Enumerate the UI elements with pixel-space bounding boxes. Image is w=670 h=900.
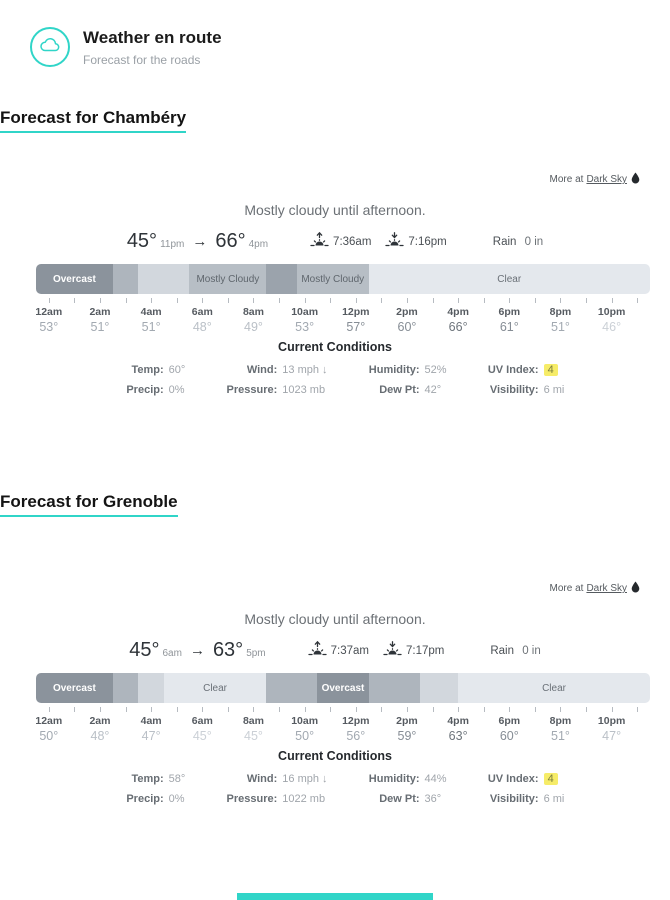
app-title: Weather en route [83,27,222,47]
temp-row [0,230,670,253]
hour-tick [305,707,306,712]
hour-tick [126,707,127,712]
rain-value: 0 in [522,644,541,657]
hour-column [35,306,62,334]
condition-segment [138,264,189,294]
hour-temp: 49° [243,320,263,334]
condition-item [106,769,186,788]
condition-bar [36,673,650,703]
condition-segment: Clear [369,264,650,294]
condition-segment: Overcast [36,264,113,294]
hour-tick [126,298,127,303]
hour-temp: 51° [90,320,110,334]
rain-summary [490,645,540,657]
condition-item [106,380,186,399]
hour-temp: 59° [397,729,417,743]
hour-label: 2pm [396,306,418,318]
hour-label: 4pm [447,306,469,318]
condition-segment [113,264,139,294]
condition-value: 58° [168,772,186,785]
condition-segment [266,673,317,703]
attribution [550,581,640,596]
hour-tick [228,707,229,712]
hour-column [498,306,520,334]
condition-value: 16 mph ↓ [282,772,328,785]
sunset-time: 7:16pm [408,235,447,248]
hour-tick [151,707,152,712]
condition-item [362,769,447,788]
high-time: 5pm [246,648,266,659]
hour-tick [202,298,203,303]
condition-segment [420,673,458,703]
droplet-icon [631,581,640,596]
condition-value: 44% [424,772,447,785]
dark-sky-link[interactable]: Dark Sky [586,583,627,594]
condition-segment: Clear [164,673,266,703]
condition-item [106,789,186,808]
right-arrow-icon: → [189,642,205,659]
hour-tick [381,707,382,712]
forecast-section [0,492,670,805]
hour-tick [100,298,101,303]
low-temp: 45° [129,639,160,661]
hour-temp: 47° [141,729,161,743]
condition-label: Wind: [246,772,278,785]
hour-tick [433,707,434,712]
condition-label: Pressure: [226,383,278,396]
sunrise-time: 7:37am [330,644,369,657]
sunrise-time: 7:36am [333,235,372,248]
hour-column [498,715,520,743]
hour-column [550,715,572,743]
hour-label: 8pm [549,715,572,727]
hour-label: 6am [191,306,213,318]
hour-temp: 56° [346,729,366,743]
condition-item [481,789,565,808]
hour-tick [279,707,280,712]
hour-tick [330,707,331,712]
hour-tick [330,298,331,303]
uv-index-value: 4 [544,773,558,785]
rain-label: Rain [492,235,517,248]
hour-label: 4am [140,306,162,318]
hour-tick [637,298,638,303]
hour-temp: 45° [192,729,212,743]
hour-column [192,306,213,334]
condition-segment [266,264,297,294]
hour-tick [74,298,75,303]
app-header [30,27,222,67]
right-arrow-icon: → [192,233,208,250]
hour-tick [407,707,408,712]
hour-temp: 51° [551,729,570,743]
hour-temp: 63° [448,729,468,743]
sunset-icon [383,640,402,662]
condition-value: 36° [424,792,442,805]
hour-column [35,715,62,743]
condition-label: Dew Pt: [379,792,420,805]
condition-label: Temp: [131,772,164,785]
hour-tick [100,707,101,712]
hour-tick [177,298,178,303]
dark-sky-link[interactable]: Dark Sky [586,174,627,185]
hour-tick [637,707,638,712]
condition-value: 0% [168,792,185,805]
hour-temp: 61° [499,320,519,334]
hour-tick [612,298,613,303]
condition-label: Humidity: [368,363,420,376]
hour-temp: 51° [141,320,161,334]
low-time: 11pm [160,239,185,250]
hour-tick [535,298,536,303]
condition-value: 6 mi [543,792,565,805]
hour-tick [356,298,357,303]
condition-item [362,380,447,399]
more-at-text: More at [549,583,584,594]
temp-row [0,639,670,662]
cloud-icon [39,36,61,59]
condition-value: 13 mph ↓ [282,363,328,376]
condition-item [481,360,565,379]
hour-tick [74,707,75,712]
hour-tick [484,707,485,712]
sunrise-icon [308,640,327,662]
condition-item [362,360,447,379]
hour-label: 12am [35,715,63,727]
hour-label: 10am [291,306,319,318]
more-at-text: More at [549,174,584,185]
hour-column [89,306,110,334]
high-temp: 63° [212,639,244,661]
hour-tick [49,707,50,712]
condition-label: UV Index: [487,363,539,376]
hour-tick [381,298,382,303]
droplet-icon [631,172,640,187]
hour-column [291,715,318,743]
hour-column [243,306,264,334]
hour-tick [586,298,587,303]
high-time: 4pm [248,239,269,250]
hour-tick [586,707,587,712]
condition-segment: Mostly Cloudy [189,264,266,294]
summary-text: Mostly cloudy until afternoon. [244,202,426,218]
hour-temp: 66° [448,320,468,334]
hour-temp: 48° [192,320,212,334]
hour-column [550,306,572,334]
uv-index-value: 4 [544,364,558,376]
hour-column [342,306,369,334]
hour-column [396,715,418,743]
hour-temp: 45° [243,729,263,743]
app-subtitle: Forecast for the roads [83,52,201,67]
condition-label: Wind: [246,363,278,376]
section-title: Forecast for Chambéry [0,108,186,133]
hour-column [192,715,213,743]
hour-temp: 53° [39,320,59,334]
hourly-strip [36,707,650,753]
hour-tick [560,707,561,712]
hour-label: 6am [191,715,213,727]
hour-tick [279,298,280,303]
condition-label: Precip: [126,383,164,396]
hour-tick [253,298,254,303]
hour-label: 10am [291,715,319,727]
hour-label: 12am [35,306,63,318]
hour-column [447,306,469,334]
condition-value: 60° [168,363,186,376]
condition-label: Visibility: [489,792,539,805]
hour-label: 10pm [597,306,626,318]
hour-tick [305,298,306,303]
hour-tick [458,298,459,303]
summary-text: Mostly cloudy until afternoon. [244,611,426,627]
high-temp: 66° [215,230,246,252]
condition-item [219,360,327,379]
condition-value: 6 mi [543,383,565,396]
condition-label: Humidity: [368,772,420,785]
hour-label: 6pm [498,306,521,318]
condition-value: 0% [168,383,185,396]
hour-column [141,715,162,743]
hour-column [89,715,110,743]
condition-label: Pressure: [226,792,278,805]
hour-tick [560,298,561,303]
hour-tick [458,707,459,712]
condition-item [481,380,565,399]
condition-label: Dew Pt: [379,383,420,396]
hour-temp: 48° [90,729,110,743]
hour-column [396,306,418,334]
hour-label: 10pm [597,715,626,727]
hour-label: 8am [242,306,264,318]
hour-label: 4am [140,715,162,727]
hour-column [342,715,369,743]
hour-tick [49,298,50,303]
condition-item [106,360,186,379]
condition-segment [113,673,139,703]
hour-label: 6pm [498,715,521,727]
hour-tick [356,707,357,712]
sunset-time: 7:17pm [406,644,445,657]
rain-value: 0 in [524,235,544,248]
current-conditions-title: Current Conditions [278,749,392,763]
hour-tick [253,707,254,712]
hour-label: 8pm [549,306,572,318]
hour-temp: 60° [499,729,519,743]
hour-tick [151,298,152,303]
hour-temp: 50° [295,729,315,743]
condition-segment: Clear [458,673,650,703]
condition-item [481,769,565,788]
hour-temp: 51° [551,320,570,334]
hour-label: 2am [89,715,111,727]
hour-temp: 47° [602,729,622,743]
hour-tick [407,298,408,303]
hour-column [447,715,469,743]
hour-tick [177,707,178,712]
forecast-section [0,108,670,396]
hourly-strip [36,298,650,344]
hour-tick [202,707,203,712]
hour-tick [228,298,229,303]
hour-column [243,715,264,743]
sunset-icon [385,231,404,253]
condition-item [362,789,447,808]
condition-segment: Mostly Cloudy [297,264,369,294]
condition-label: Visibility: [489,383,539,396]
condition-label: Precip: [126,792,164,805]
sunrise-icon [310,231,329,253]
low-temp: 45° [126,230,158,252]
hour-tick [509,298,510,303]
section-title: Forecast for Grenoble [0,492,178,517]
hour-label: 4pm [447,715,469,727]
hour-label: 2am [89,306,111,318]
hour-tick [535,707,536,712]
hour-temp: 46° [602,320,622,334]
hour-temp: 60° [397,320,417,334]
condition-bar [36,264,650,294]
conditions-grid [0,360,670,399]
hour-column [291,306,318,334]
hour-label: 8am [242,715,264,727]
rain-summary [493,236,543,248]
rain-label: Rain [490,644,515,657]
conditions-grid [0,769,670,808]
condition-segment: Overcast [317,673,368,703]
app-logo [30,27,70,67]
attribution [550,172,640,187]
condition-value: 1022 mb [282,792,326,805]
hour-label: 12pm [342,715,370,727]
condition-item [219,769,327,788]
hour-tick [433,298,434,303]
hour-temp: 53° [295,320,315,334]
hour-temp: 57° [346,320,366,334]
hour-tick [509,707,510,712]
hour-column [141,306,162,334]
condition-segment: Overcast [36,673,113,703]
condition-segment [369,673,420,703]
hour-column [598,306,625,334]
condition-label: UV Index: [487,772,539,785]
hour-label: 2pm [396,715,418,727]
current-conditions-title: Current Conditions [278,340,392,354]
hour-tick [612,707,613,712]
condition-item [219,789,327,808]
condition-segment [138,673,164,703]
condition-value: 52% [424,363,447,376]
condition-value: 42° [424,383,442,396]
condition-item [219,380,327,399]
hour-column [598,715,625,743]
hour-label: 12pm [342,306,370,318]
low-time: 6am [162,648,182,659]
bottom-accent-bar [237,893,433,900]
hour-tick [484,298,485,303]
condition-value: 1023 mb [282,383,326,396]
hour-temp: 50° [39,729,59,743]
condition-label: Temp: [131,363,164,376]
